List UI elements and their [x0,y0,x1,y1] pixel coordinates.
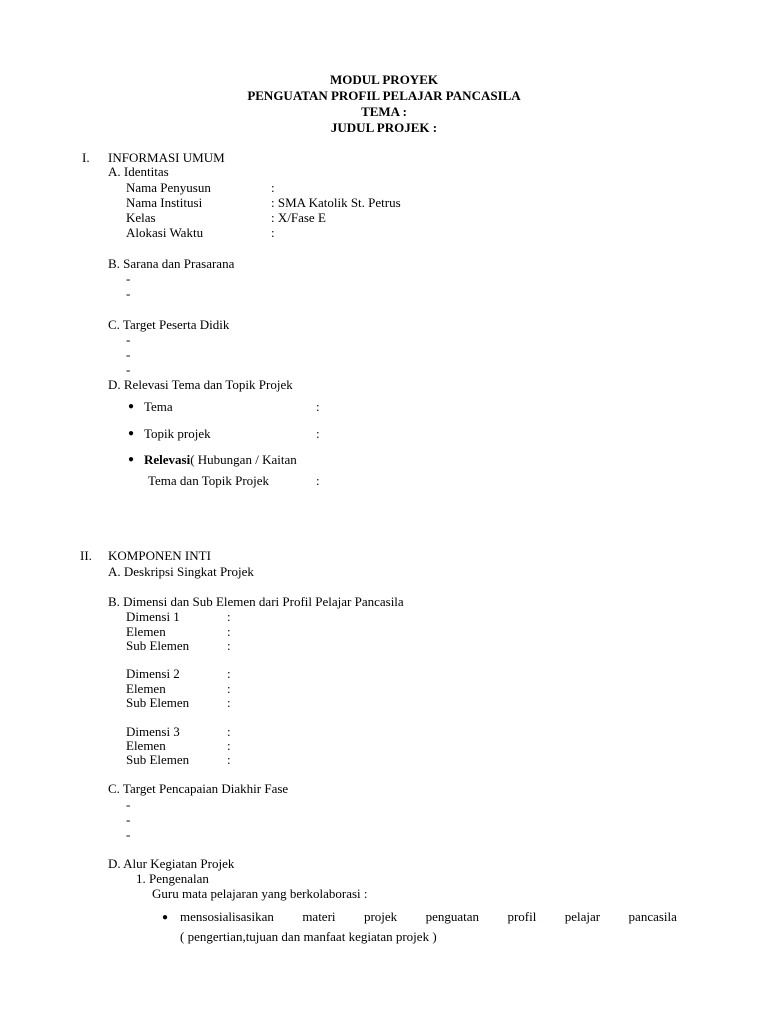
word: penguatan [425,909,480,924]
topik-colon: : [316,426,320,441]
nama-penyusun-value: : [271,180,275,195]
dimensi-3-label: Dimensi 3 [126,724,180,739]
nama-institusi-label: Nama Institusi [126,195,203,210]
target-dash-3: - [126,362,131,377]
relevasi-heading: D. Relevasi Tema dan Topik Projek [108,377,293,392]
identitas-heading: A. Identitas [108,164,169,179]
doc-title-judul: JUDUL PROJEK : [330,120,438,135]
word: materi [302,909,336,924]
elemen-1-colon: : [227,624,231,639]
alokasi-waktu-label: Alokasi Waktu [126,225,204,240]
pencapaian-dash-1: - [126,797,131,812]
bullet-icon: ● [128,401,135,412]
guru-kolaborasi-text: Guru mata pelajaran yang berkolaborasi : [152,886,368,901]
section-1-numeral: I. [82,150,90,165]
dimensi-3-colon: : [227,724,231,739]
nama-penyusun-label: Nama Penyusun [126,180,211,195]
bullet-icon: ● [162,912,169,923]
sub-elemen-3-colon: : [227,752,231,767]
sub-elemen-1-colon: : [227,638,231,653]
elemen-3-colon: : [227,738,231,753]
bullet-icon: ● [128,428,135,439]
target-dash-2: - [126,347,131,362]
sub-elemen-1-label: Sub Elemen [126,638,190,653]
relevasi-bold-text: Relevasi [144,452,191,467]
section-2-title: KOMPONEN INTI [108,548,211,563]
dimensi-1-label: Dimensi 1 [126,609,180,624]
section-2-numeral: II. [80,548,92,563]
doc-title-line-2: PENGUATAN PROFIL PELAJAR PANCASILA [247,88,521,103]
section-1-title: INFORMASI UMUM [108,150,225,165]
step-pengenalan: 1. Pengenalan [136,871,209,886]
dimensi-1-colon: : [227,609,231,624]
alokasi-waktu-value: : [271,225,275,240]
tema-colon: : [316,399,320,414]
dimensi-2-label: Dimensi 2 [126,666,180,681]
pencapaian-dash-2: - [126,812,131,827]
relevasi-colon: : [316,473,320,488]
sosialisasi-line-1 [180,909,677,924]
sub-elemen-2-colon: : [227,695,231,710]
target-peserta-heading: C. Target Peserta Didik [108,317,230,332]
word: pancasila [628,909,677,924]
alur-kegiatan-heading: D. Alur Kegiatan Projek [108,856,235,871]
bullet-icon: ● [128,454,135,465]
relevasi-rest-text: ( Hubungan / Kaitan [190,452,297,467]
topik-label: Topik projek [144,426,211,441]
word: pelajar [564,909,601,924]
sarana-heading: B. Sarana dan Prasarana [108,256,235,271]
relevasi-label [144,452,297,467]
elemen-2-label: Elemen [126,681,166,696]
sarana-dash-1: - [126,271,131,286]
sub-elemen-2-label: Sub Elemen [126,695,190,710]
deskripsi-heading: A. Deskripsi Singkat Projek [108,564,254,579]
kelas-value: : X/Fase E [271,210,326,225]
nama-institusi-value: : SMA Katolik St. Petrus [271,195,401,210]
doc-title-line-1: MODUL PROYEK [330,72,438,87]
elemen-1-label: Elemen [126,624,166,639]
doc-title-tema: TEMA : [361,104,407,119]
word: profil [507,909,537,924]
target-pencapaian-heading: C. Target Pencapaian Diakhir Fase [108,781,289,796]
elemen-2-colon: : [227,681,231,696]
relevasi-line-2: Tema dan Topik Projek [148,473,270,488]
pencapaian-dash-3: - [126,827,131,842]
sub-elemen-3-label: Sub Elemen [126,752,190,767]
word: mensosialisasikan [180,909,274,924]
tema-label: Tema [144,399,173,414]
kelas-label: Kelas [126,210,156,225]
target-dash-1: - [126,332,131,347]
sarana-dash-2: - [126,286,131,301]
word: projek [363,909,398,924]
sosialisasi-line-2: ( pengertian,tujuan dan manfaat kegiatan projek ) [180,929,437,944]
elemen-3-label: Elemen [126,738,166,753]
dimensi-heading: B. Dimensi dan Sub Elemen dari Profil Pelajar Pancasila [108,594,404,609]
dimensi-2-colon: : [227,666,231,681]
